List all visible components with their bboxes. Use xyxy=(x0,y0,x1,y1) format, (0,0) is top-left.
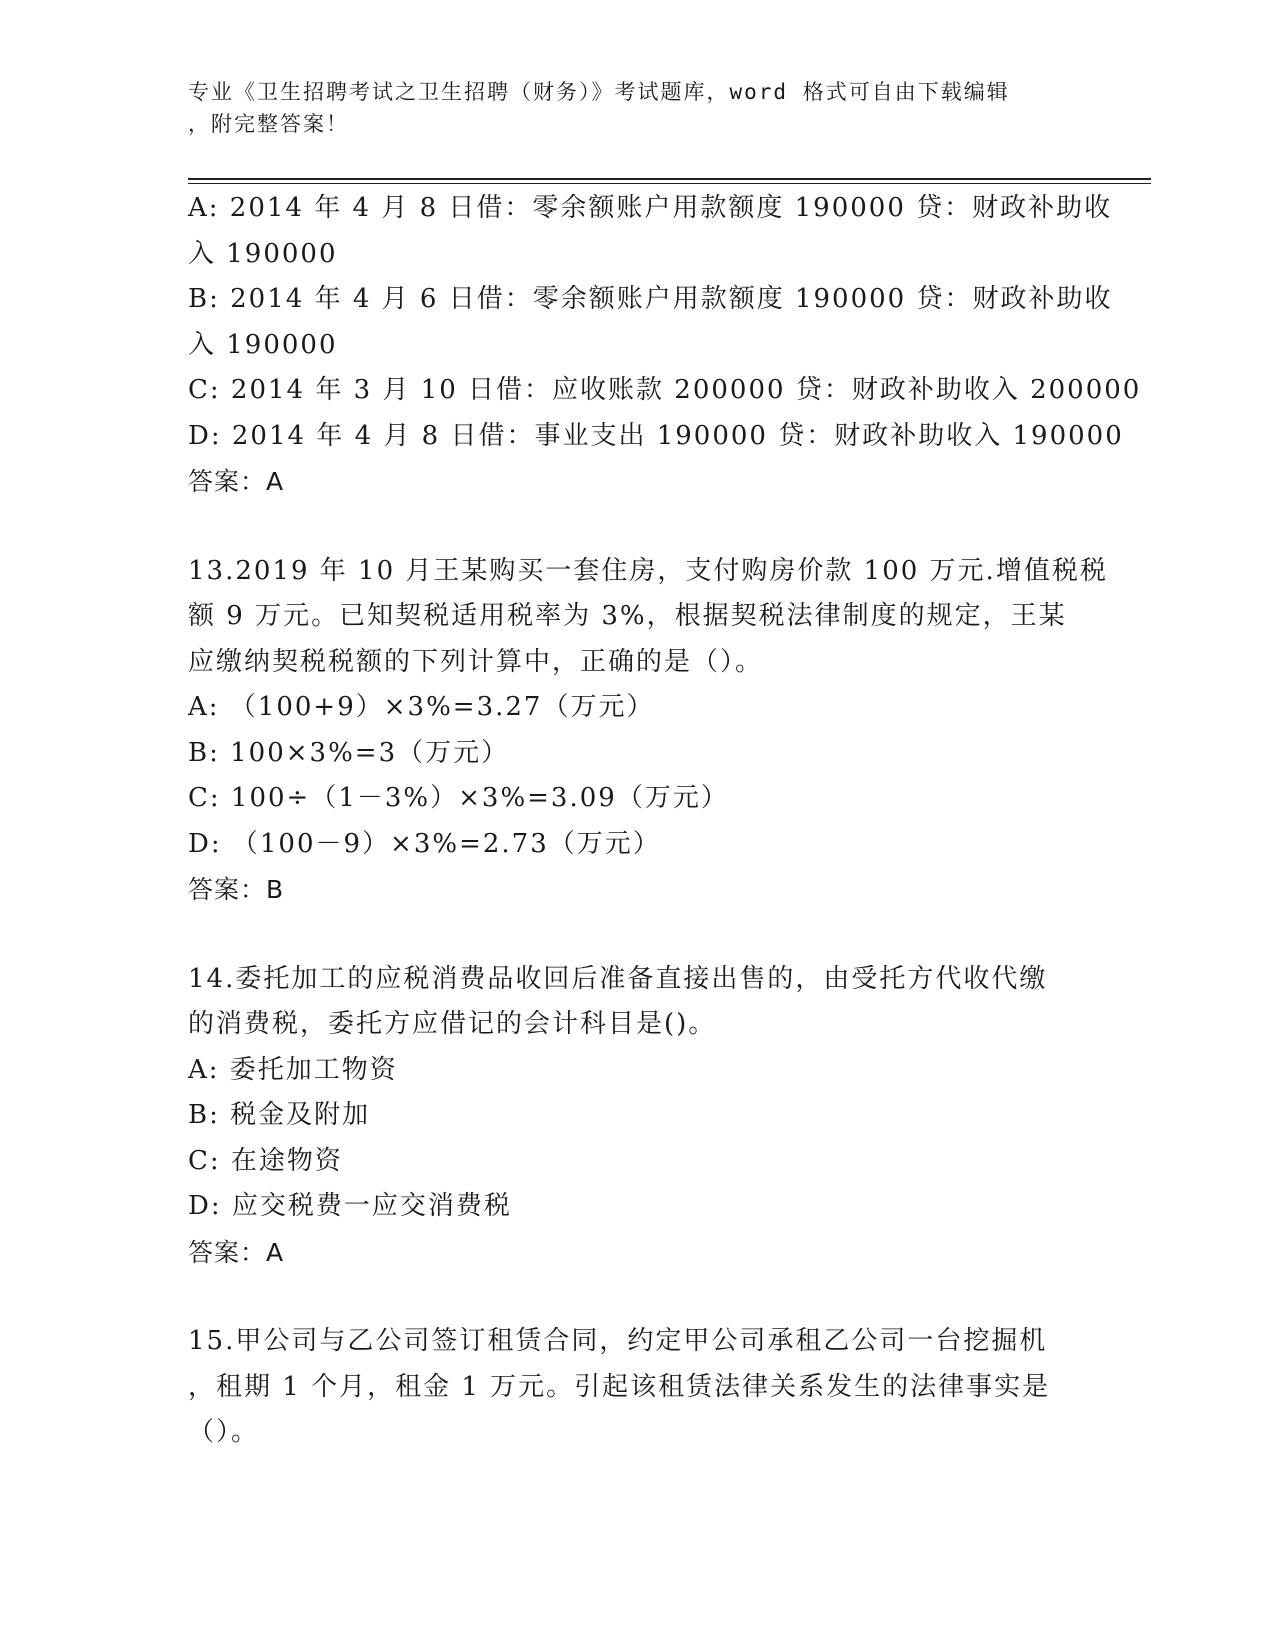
answer-label: 答案：B xyxy=(188,875,285,904)
option-b: B: 100×3%=3（万元） xyxy=(188,737,510,768)
option-c: C: 2014 年 3 月 10 日借：应收账款 200000 贷：财政补助收入 200000 xyxy=(188,375,1142,405)
question-13 xyxy=(188,549,1108,913)
answer-label: 答案：A xyxy=(188,1237,285,1267)
question-stem-line-1: 13.2019 年 10 月王某购买一套住房，支付购房价款 100 万元.增值税税 xyxy=(188,555,1108,586)
document-body xyxy=(188,186,1142,1456)
option-b: B: 税金及附加 xyxy=(188,1100,371,1130)
option-d: D: 2014 年 4 月 8 日借：事业支出 190000 贷：财政补助收入 190000 xyxy=(188,420,1124,451)
option-b-line-2: 入 190000 xyxy=(188,329,338,360)
header-title-line-1: 专业《卫生招聘考试之卫生招聘（财务）》考试题库，word 格式可自由下载编辑 xyxy=(188,80,1010,104)
header-divider-thin xyxy=(188,183,1151,184)
header-title-line-2: ，附完整答案！ xyxy=(188,112,349,136)
question-stem-line-3: （）。 xyxy=(188,1417,260,1447)
document-header xyxy=(188,76,1088,140)
option-a: A: （100+9）×3%=3.27（万元） xyxy=(188,692,655,722)
option-d: D: （100－9）×3%=2.73（万元） xyxy=(188,828,661,859)
question-stem-line-2: ，租期 1 个月，租金 1 万元。引起该租赁法律关系发生的法律事实是 xyxy=(188,1371,1051,1402)
option-c: C: 100÷（1－3%）×3%=3.09（万元） xyxy=(188,783,729,813)
spacer xyxy=(188,1275,1088,1319)
question-stem-line-3: 应缴纳契税税额的下列计算中，正确的是（）。 xyxy=(188,646,764,677)
option-c: C: 在途物资 xyxy=(188,1145,343,1176)
option-a-line-2: 入 190000 xyxy=(188,238,338,269)
answer-label: 答案：A xyxy=(188,467,285,496)
question-stem-line-1: 15.甲公司与乙公司签订租赁合同，约定甲公司承租乙公司一台挖掘机 xyxy=(188,1326,1048,1356)
question-stem-line-2: 额 9 万元。已知契税适用税率为 3%，根据契税法律制度的规定，王某 xyxy=(188,601,1067,631)
option-d: D: 应交税费一应交消费税 xyxy=(188,1191,512,1221)
question-14 xyxy=(188,957,1088,1276)
question-12 xyxy=(188,186,1142,505)
question-stem-line-2: 的消费税，委托方应借记的会计科目是()。 xyxy=(188,1009,717,1039)
spacer xyxy=(188,505,1088,549)
spacer xyxy=(188,913,1088,957)
header-divider-thick xyxy=(188,178,1151,180)
question-15 xyxy=(188,1319,1088,1456)
option-b-line-1: B: 2014 年 4 月 6 日借：零余额账户用款额度 190000 贷：财政补助收 xyxy=(188,284,1113,314)
option-a: A: 委托加工物资 xyxy=(188,1054,398,1085)
option-a-line-1: A: 2014 年 4 月 8 日借：零余额账户用款额度 190000 贷：财政补助收 xyxy=(188,193,1113,223)
question-stem-line-1: 14.委托加工的应税消费品收回后准备直接出售的，由受托方代收代缴 xyxy=(188,963,1048,994)
